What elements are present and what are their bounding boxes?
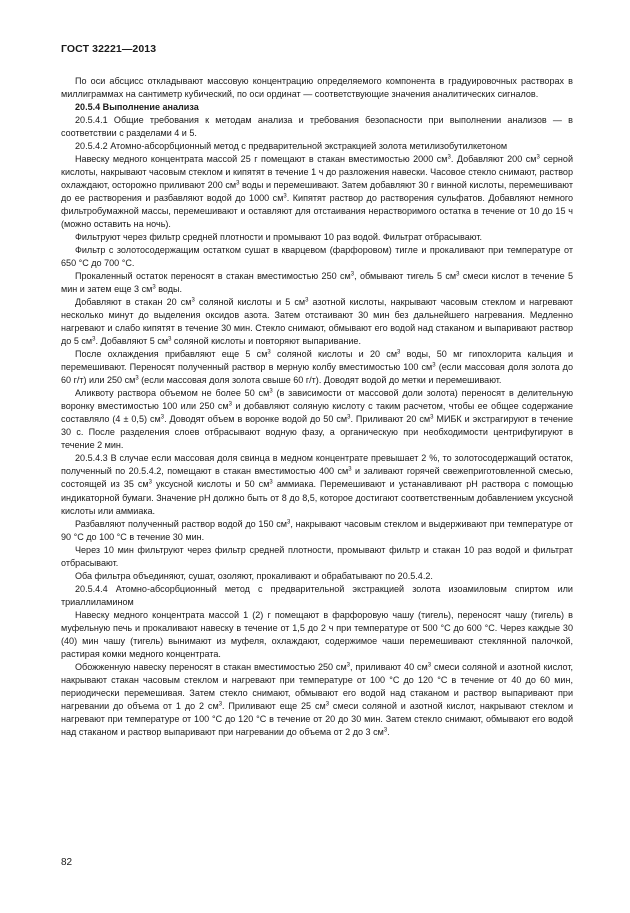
paragraph: Прокаленный остаток переносят в стакан вместимостью 250 $см^3$, обмывают тигель 5 $см^3$ смеси кислот в течение 5 мин и затем еще 3 $см^3$ воды. — [61, 271, 573, 295]
paragraph: Разбавляют полученный раствор водой до 150 $см^3$, накрывают часовым стеклом и выдерживают при температуре от 90 °С до 100 °С в течение 30 мин. — [61, 518, 573, 542]
paragraph: 20.5.4.2 Атомно-абсорбционный метод с предварительной экстракцией золота метилизобутилкетоном — [75, 141, 508, 152]
paragraph: 20.5.4.3 В случае если массовая доля свинца в медном концентрате превышает 2 %, то золотосодержащий остаток, полученный по 20.5.4.2, помещают в стакан вместимостью 400 $см^3$ и заливают горячей свежеприготовленной смесью, состоящей из 35 $см^3$ уксусной кислоты и 50 $см^3$ аммиака. Перемешивают и устанавливают рН раствора с помощью индикаторной бумаги. Значение рН должно быть от 8 до 8,5, которое достигают соответственным добавлением уксусной кислоты или аммиака. — [61, 453, 573, 516]
superscript-3: 3 — [236, 180, 240, 187]
superscript-3: 3 — [283, 193, 287, 200]
superscript-3: 3 — [267, 349, 271, 356]
superscript-3: 3 — [228, 401, 232, 408]
superscript-3: 3 — [447, 154, 451, 161]
superscript-3: 3 — [92, 336, 96, 343]
section-heading: 20.5.4 Выполнение анализа — [75, 102, 199, 113]
superscript-3: 3 — [430, 414, 434, 421]
paragraph: По оси абсцисс откладывают массовую концентрацию определяемого компонента в градуировочных растворах в миллиграммах на сантиметр кубический, по оси ординат — соответствующие значения аналитических сигналов. — [61, 76, 573, 100]
superscript-3: 3 — [350, 271, 355, 278]
superscript-3: 3 — [427, 662, 432, 669]
paragraph: Навеску медного концентрата массой 25 г помещают в стакан вместимостью 2000 $см^3$. Добавляют 200 $см^3$ серной кислоты, накрывают часовым стеклом и кипятят в течение 1 ч до разложения навески. Часовое стекло снимают, раствор охлаждают, осторожно приливают 200 $см^3$ воды и перемешивают. Затем добавляют 30 г винной кислоты, перемешивают до ее растворения и разбавляют водой до 1000 $см^3$. Кипятят раствор до растворения сульфатов. Добавляют немного фильтробумажной массы, перемешивают и оставляют для отстаивания нерастворимого остатка в течение от 10 до 15 ч (можно оставить на ночь). — [61, 154, 573, 230]
superscript-3: 3 — [536, 154, 540, 161]
paragraph: После охлаждения прибавляют еще 5 $см^3$ соляной кислоты и 20 $см^3$ воды, 50 мг гипохлорита кальция и перемешивают. Переносят полученный раствор в мерную колбу вместимостью 100 $см^3$ (если массовая доля золота до 60 г/т) или 250 $см^3$ (если массовая доля золота свыше 60 г/т). Доводят водой до метки и перемешивают. — [61, 349, 574, 386]
superscript-3: 3 — [191, 297, 195, 304]
paragraph: Фильтр с золотосодержащим остатком сушат в кварцевом (фарфоровом) тигле и прокаливают при температуре от 650 °С до 700 °С. — [61, 245, 573, 269]
superscript-3: 3 — [397, 349, 401, 356]
superscript-3: 3 — [383, 727, 388, 734]
document-header: ГОСТ 32221—2013 — [61, 43, 157, 55]
paragraph: Оба фильтра объединяют, сушат, озоляют, прокаливают и обрабатывают по 20.5.4.2. — [75, 570, 433, 581]
paragraph: Навеску медного концентрата массой 1 (2) г помещают в фарфоровую чашу (тигель), переносят чашу (тигель) в муфельную печь и прокаливают навеску в течение от 1,5 до 2 ч при температуре от 500 °С до 600 °С. Через каждые 30 (40) мин чашу (тигель) вынимают из муфеля, охлаждают, содержимое чаши перемешивают стеклянной палочкой, растирая комки медного концентрата. — [61, 609, 573, 659]
paragraph: Аликвоту раствора объемом не более 50 $см^3$ (в зависимости от массовой доли золота) переносят в делительную воронку вместимостью 100 или 250 $см^3$ и добавляют соляную кислоту с таким расчетом, чтобы ее общее содержание составляло (4 ± 0,5) $см^3$. Доводят объем в воронке водой до 50 $см^3$. Приливают 20 $см^3$ МИБК и экстрагируют в течение 30 с. После разделения слоев отбрасывают водную фазу, а органическую при необходимости центрифугируют в течение 2 мин. — [61, 388, 574, 451]
page-number: 82 — [61, 857, 73, 868]
paragraph: Через 10 мин фильтруют через фильтр средней плотности, промывают фильтр и стакан 10 раз водой и фильтрат отбрасывают. — [61, 544, 573, 568]
superscript-3: 3 — [456, 271, 460, 278]
superscript-3: 3 — [148, 479, 152, 486]
superscript-3: 3 — [346, 662, 351, 669]
superscript-3: 3 — [160, 414, 165, 421]
paragraph: 20.5.4.1 Общие требования к методам анализа и требования безопасности при выполнении анализов — в соответствии с разделами 4 и 5. — [61, 115, 573, 139]
superscript-3: 3 — [152, 284, 156, 291]
superscript-3: 3 — [347, 414, 351, 421]
superscript-3: 3 — [269, 388, 273, 395]
paragraph: Обожженную навеску переносят в стакан вместимостью 250 $см^3$, приливают 40 $см^3$ смеси соляной и азотной кислот, накрывают стакан часовым стеклом и нагревают при температуре от 100 °С до 120 °С в течение от 40 до 60 мин, периодически перемешивая. Затем стекло снимают, обмывают его водой над стаканом и раствор выпаривают при нагревании до объема от 1 до 2 $см^3$. Приливают еще 25 $см^3$ смеси соляной и азотной кислот, накрывают стеклом и нагревают при температуре от 100 °С до 120 °С в течение от 20 до 30 мин. Затем стекло снимают, обмывают его водой над стаканом и раствор выпаривают при нагревании до объема от 2 до 3 $см^3$. — [61, 661, 573, 737]
superscript-3: 3 — [348, 466, 352, 473]
superscript-3: 3 — [325, 701, 330, 708]
paragraph: Добавляют в стакан 20 $см^3$ соляной кислоты и 5 $см^3$ азотной кислоты, накрывают часовым стеклом и нагревают несколько минут до выделения оксидов азота. Затем отстаивают 30 мин без дальнейшего нагревания. Медленно нагревают и слабо кипятят в течение 30 мин. Стекло снимают, обмывают его водой над стаканом и выпаривают раствор до 5 $см^3$. Добавляют 5 $см^3$ соляной кислоты и повторяют выпаривание. — [61, 297, 573, 347]
superscript-3: 3 — [432, 362, 436, 369]
superscript-3: 3 — [168, 336, 172, 343]
superscript-3: 3 — [305, 297, 309, 304]
superscript-3: 3 — [269, 479, 273, 486]
document-body — [61, 75, 573, 739]
superscript-3: 3 — [218, 701, 223, 708]
paragraph: Фильтруют через фильтр средней плотности и промывают 10 раз водой. Фильтрат отбрасывают. — [75, 232, 483, 243]
superscript-3: 3 — [287, 519, 291, 526]
paragraph: 20.5.4.4 Атомно-абсорбционный метод с предварительной экстракцией золота изоамиловым спиртом или триаллиламином — [61, 583, 573, 607]
superscript-3: 3 — [135, 375, 139, 382]
